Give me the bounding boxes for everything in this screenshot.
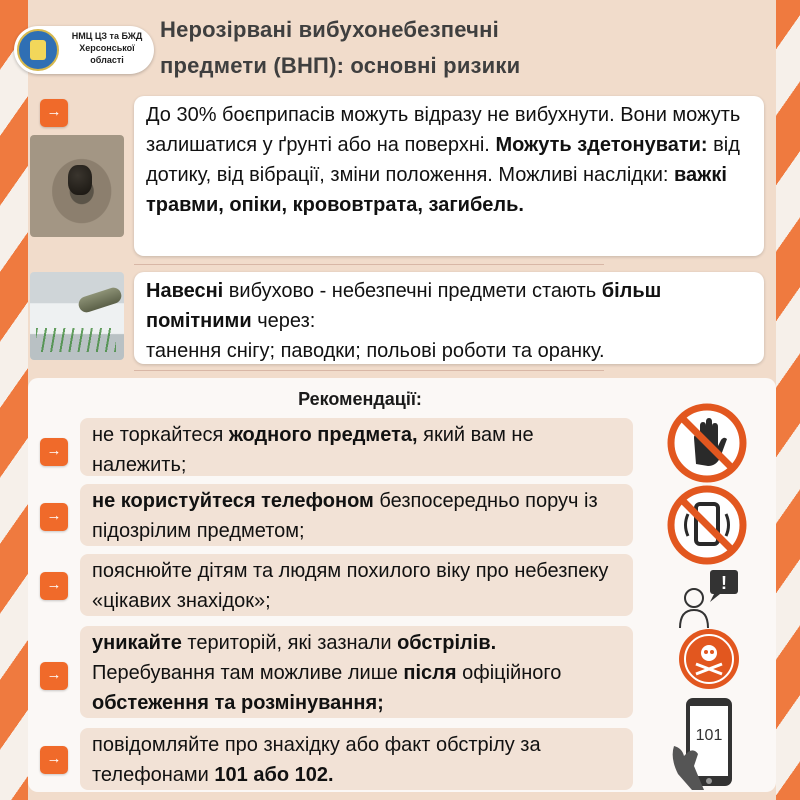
recommendation-item-1: [80, 418, 633, 476]
rec1-text-a: не торкайтеся: [92, 424, 229, 446]
rec1-text-b: який вам не належить;: [92, 424, 534, 476]
arrow-icon: →: [40, 503, 68, 531]
arrow-icon: →: [40, 99, 68, 127]
rec1-bold: жодного предмета,: [228, 424, 418, 446]
rec4-text-c: офіційного: [456, 662, 562, 684]
rec4-bold-a: уникайте: [92, 632, 182, 654]
arrow-icon: →: [40, 662, 68, 690]
rec3-text: пояснюйте дітям та людям похилого віку про небезпеку «цікавих знахідок»;: [92, 560, 609, 612]
phone-number-label: 101: [695, 727, 723, 744]
rec5-bold: 101 або 102.: [214, 764, 334, 786]
rec4-bold-c: після: [403, 662, 457, 684]
risk-card-2-text: [146, 276, 754, 366]
risk2-text-c: танення снігу; паводки; польові роботи та оранку.: [146, 340, 605, 362]
logo-text-line1: НМЦ ЦЗ та БЖД: [71, 31, 143, 41]
risk2-text-b: через:: [251, 310, 316, 332]
recommendation-item-2: [80, 484, 633, 546]
recommendation-item-3: [80, 554, 633, 616]
arrow-icon: →: [40, 438, 68, 466]
rec2-text: безпосередньо поруч із підозрілим предметом;: [92, 490, 598, 542]
rec4-bold-b: обстрілів.: [397, 632, 497, 654]
phone-101-icon: [664, 696, 754, 792]
rec2-bold: не користуйтеся телефоном: [92, 490, 374, 512]
risk1-bold-a: Можуть здетонувати:: [495, 134, 708, 156]
recommendation-item-5: [80, 728, 633, 790]
risk-card-1: [134, 96, 764, 256]
person-talking-icon: [674, 568, 744, 630]
arrow-icon: →: [40, 572, 68, 600]
risk2-bold-a: Навесні: [146, 280, 224, 302]
title-line1: Нерозірвані вибухонебезпечні: [160, 17, 499, 42]
seal-icon: [17, 29, 59, 71]
logo-text: [62, 30, 152, 66]
recommendation-item-4: [80, 626, 633, 718]
exclamation-text: !: [721, 573, 727, 593]
risk2-bold-b: більш помітними: [146, 280, 662, 332]
rec4-text-a: територій, які зазнали: [181, 632, 398, 654]
risk2-text-a: вибухово - небезпечні предмети стають: [223, 280, 602, 302]
divider: [134, 370, 604, 371]
organization-logo: [14, 26, 154, 74]
page-title: [160, 12, 640, 84]
rec4-bold-d: обстеження та розмінування;: [92, 692, 384, 714]
risk-card-2: [134, 272, 764, 364]
no-phone-icon: [666, 484, 748, 566]
risk1-text-b: від дотику, від вібрації, зміни положення. Можливі наслідки:: [146, 134, 740, 186]
divider: [134, 264, 604, 265]
risk1-bold-b: важкі травми, опіки, крововтрата, загибель.: [146, 164, 727, 216]
arrow-icon: →: [40, 746, 68, 774]
no-touch-icon: [666, 402, 748, 484]
shell-shape: [77, 286, 124, 315]
grass-shape: [36, 328, 116, 352]
mine-shape: [68, 165, 92, 195]
risk1-text-a: До 30% боєприпасів можуть відразу не вибухнути. Вони можуть залишатися у ґрунті або на поверхні.: [146, 104, 741, 156]
logo-text-line3: області: [90, 55, 124, 65]
recommendations-title: Рекомендації:: [298, 389, 422, 409]
logo-text-line2: Херсонської: [79, 43, 135, 53]
shell-in-snow-photo: [30, 272, 124, 360]
mine-in-ground-photo: [30, 135, 124, 237]
skull-danger-icon: [678, 628, 740, 690]
title-line2: предмети (ВНП): основні ризики: [160, 53, 521, 78]
risk-card-1-text: [146, 100, 754, 220]
rec5-text: повідомляйте про знахідку або факт обстрілу за телефонами: [92, 734, 541, 786]
rec4-text-b: Перебування там можливе лише: [92, 662, 404, 684]
